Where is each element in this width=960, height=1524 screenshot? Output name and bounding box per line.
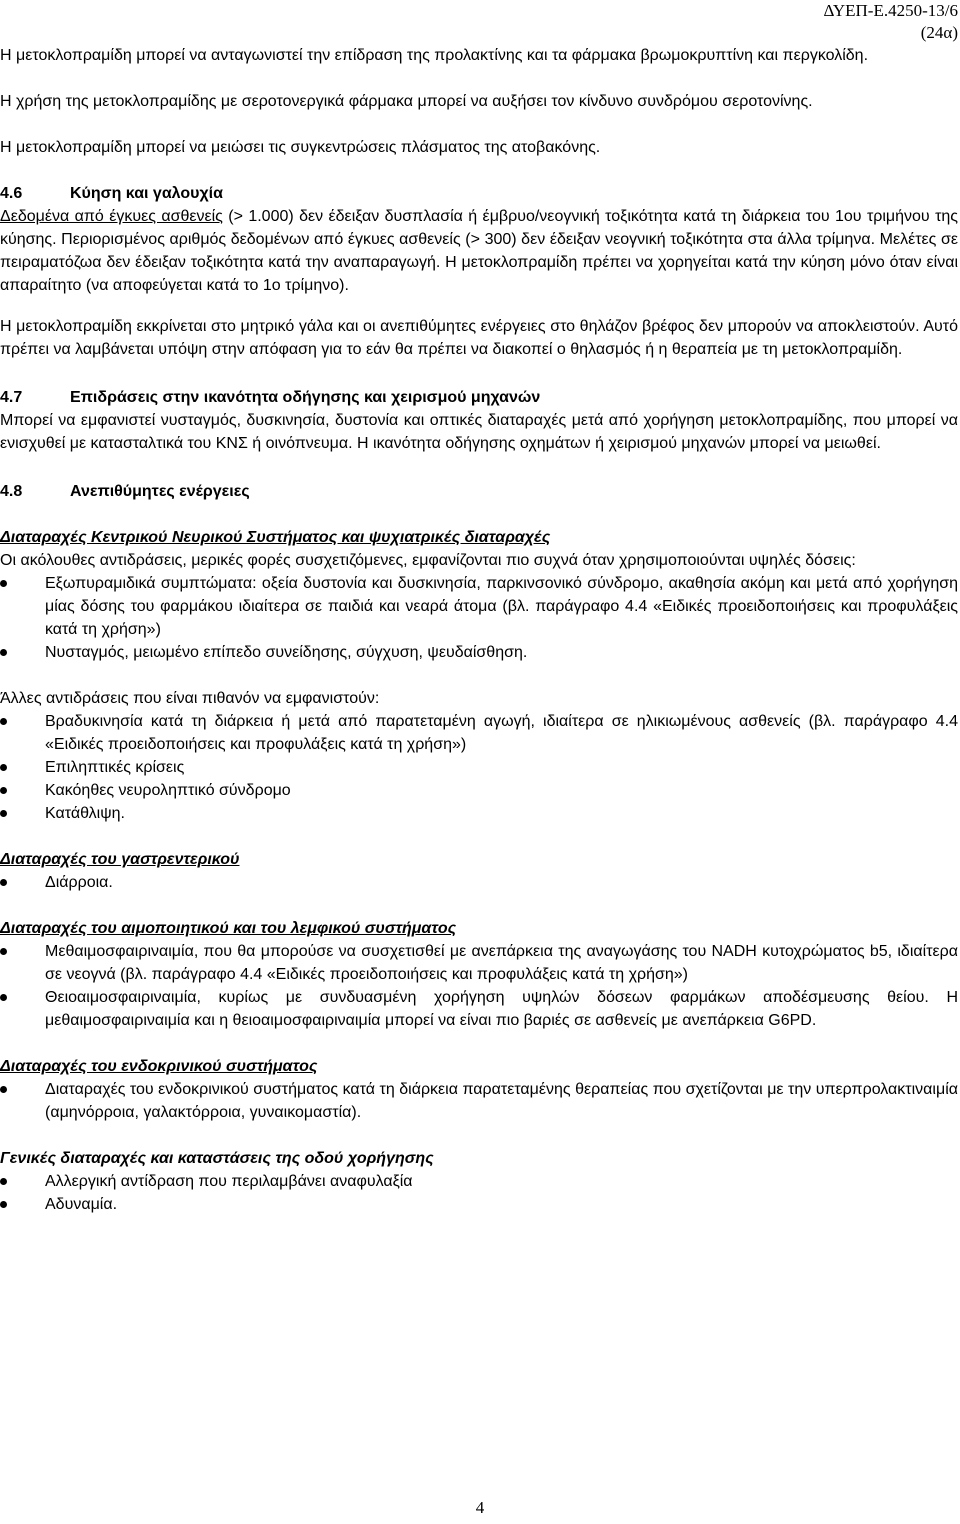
gi-heading: Διαταραχές του γαστρεντερικού [0, 851, 240, 868]
general-heading: Γενικές διαταραχές και καταστάσεις της οδού χορήγησης [0, 1150, 434, 1167]
bullet-icon [0, 1178, 7, 1185]
section-number: 4.8 [0, 483, 23, 500]
paragraph: Η μετοκλοπραμίδη μπορεί να μειώσει τις συγκεντρώσεις πλάσματος της ατοβακόνης. [0, 139, 601, 156]
paragraph: Η μετοκλοπραμίδη μπορεί να ανταγωνιστεί την επίδραση της προλακτίνης και τα φάρμακα βρωμοκρυπτίνη και περγκολίδη. [0, 47, 869, 64]
paragraph: Οι ακόλουθες αντιδράσεις, μερικές φορές συσχετιζόμενες, εμφανίζονται πιο συχνά όταν χρησιμοποιούνται υψηλές δόσεις: [0, 552, 856, 569]
section-heading-4-7 [0, 386, 958, 409]
gi-list [0, 871, 958, 894]
paragraph: Μπορεί να εμφανιστεί νυσταγμός, δυσκινησία, δυστονία και οπτικές διαταραχές μετά από χορήγηση μετοκλοπραμίδης, που μπορεί να ενισχυθεί με κατασταλτικά του ΚΝΣ ή οινόπνευμα. Η ικανότητα οδήγησης οχημάτων ή χειρισμού μηχανών μπορεί να μειωθεί. [0, 412, 958, 452]
paragraph: Η μετοκλοπραμίδη εκκρίνεται στο μητρικό γάλα και οι ανεπιθύμητες ενέργειες στο θηλάζον βρέφος δεν μπορούν να αποκλειστούν. Αυτό πρέπει να λαμβάνεται υπόψη στην απόφαση για το εάν θα πρέπει να διακοπεί ο θηλασμός ή η θεραπεία με τη μετοκλοπραμίδη. [0, 318, 958, 358]
list-item: Κατάθλιψη. [0, 802, 958, 825]
section-title: Επιδράσεις στην ικανότητα οδήγησης και χειρισμού μηχανών [70, 389, 541, 406]
list-item: Θειοαιμοσφαιριναιμία, κυρίως με συνδυασμένη χορήγηση υψηλών δόσεων φαρμάκων αποδέσμευσης θείου. Η μεθαιμοσφαιριναιμία και η θειοαιμοσφαιριναιμία μπορεί να είναι πιο βαριές σε ασθενείς με ανεπάρκεια G6PD. [0, 986, 958, 1032]
other-reactions-list [0, 710, 958, 825]
cns-heading: Διαταραχές Κεντρικού Νευρικού Συστήματος και ψυχιατρικές διαταραχές [0, 529, 551, 546]
bullet-icon [0, 718, 7, 725]
list-item: Εξωπυραμιδικά συμπτώματα: οξεία δυστονία και δυσκινησία, παρκινσονικό σύνδρομο, ακαθησία ακόμη και μετά από χορήγηση μίας δόσης του φαρμάκου ιδιαίτερα σε παιδιά και νεαρά άτομα (βλ. παράγραφο 4.4 «Ειδικές προειδοποιήσεις και προφυλάξεις κατά τη χρήση») [0, 572, 958, 641]
section-number: 4.6 [0, 185, 23, 202]
bullet-icon [0, 810, 7, 817]
list-item: Νυσταγμός, μειωμένο επίπεδο συνείδησης, σύγχυση, ψευδαίσθηση. [0, 641, 958, 664]
cns-list [0, 572, 958, 664]
section-title: Κύηση και γαλουχία [70, 185, 223, 202]
bullet-icon [0, 879, 7, 886]
document-id: ΔΥΕΠ-Ε.4250-13/6 [823, 1, 958, 20]
subheading: Δεδομένα από έγκυες ασθενείς [0, 208, 223, 225]
blood-list [0, 940, 958, 1032]
bullet-icon [0, 787, 7, 794]
paragraph-text: (> 1.000) δεν έδειξαν δυσπλασία ή έμβρυο/νεογνική τοξικότητα κατά τη διάρκεια του 1ου τριμήνου της κύησης. Περιορισμένος αριθμός δεδομένων από έγκυες ασθενείς (> 300) δεν έδειξαν νεογνική τοξικότητα στα άλλα τρίμηνα. Μελέτες σε πειραματόζωα δεν έδειξαν τοξικότητα κατά την αναπαραγωγή. Η μετοκλοπραμίδη πρέπει να χορηγείται κατά την κύηση μόνο όταν είναι απαραίτητο (να αποφεύγεται κατά το 1ο τρίμηνο). [0, 208, 959, 294]
list-item: Βραδυκινησία κατά τη διάρκεια ή μετά από παρατεταμένη αγωγή, ιδιαίτερα σε ηλικιωμένους ασθενείς (βλ. παράγραφο 4.4 «Ειδικές προειδοποιήσεις και προφυλάξεις κατά τη χρήση») [0, 710, 958, 756]
bullet-icon [0, 1086, 7, 1093]
bullet-icon [0, 1201, 7, 1208]
list-item: Κακόηθες νευροληπτικό σύνδρομο [0, 779, 958, 802]
section-title: Ανεπιθύμητες ενέργειες [70, 483, 250, 500]
list-item: Διάρροια. [0, 871, 958, 894]
list-item: Αδυναμία. [0, 1193, 958, 1216]
document-header [824, 0, 958, 44]
bullet-icon [0, 764, 7, 771]
list-item: Επιληπτικές κρίσεις [0, 756, 958, 779]
endocrine-heading: Διαταραχές του ενδοκρινικού συστήματος [0, 1058, 318, 1075]
document-body [0, 44, 958, 1216]
blood-heading: Διαταραχές του αιμοποιητικού και του λεμφικού συστήματος [0, 920, 457, 937]
paragraph: Άλλες αντιδράσεις που είναι πιθανόν να εμφανιστούν: [0, 690, 380, 707]
bullet-icon [0, 580, 7, 587]
page-number: 4 [475, 1498, 485, 1517]
section-heading-4-6 [0, 182, 958, 205]
list-item: Μεθαιμοσφαιριναιμία, που θα μπορούσε να συσχετισθεί με ανεπάρκεια της αναγωγάσης του NADH κυτοχρώματος b5, ιδιαίτερα σε νεογνά (βλ. παράγραφο 4.4 «Ειδικές προειδοποιήσεις και προφυλάξεις κατά τη χρήση») [0, 940, 958, 986]
general-list [0, 1170, 958, 1216]
paragraph: Η χρήση της μετοκλοπραμίδης με σεροτονεργικά φάρμακα μπορεί να αυξήσει τον κίνδυνο συνδρόμου σεροτονίνης. [0, 93, 813, 110]
bullet-icon [0, 994, 7, 1001]
document-subid: (24α) [920, 23, 958, 42]
endocrine-list [0, 1078, 958, 1124]
section-number: 4.7 [0, 389, 23, 406]
list-item: Διαταραχές του ενδοκρινικού συστήματος κατά τη διάρκεια παρατεταμένης θεραπείας που σχετίζονται με την υπερπρολακτιναιμία (αμηνόρροια, γαλακτόρροια, γυναικομαστία). [0, 1078, 958, 1124]
paragraph [0, 205, 958, 297]
bullet-icon [0, 649, 7, 656]
list-item: Αλλεργική αντίδραση που περιλαμβάνει αναφυλαξία [0, 1170, 958, 1193]
section-heading-4-8 [0, 480, 958, 503]
bullet-icon [0, 948, 7, 955]
